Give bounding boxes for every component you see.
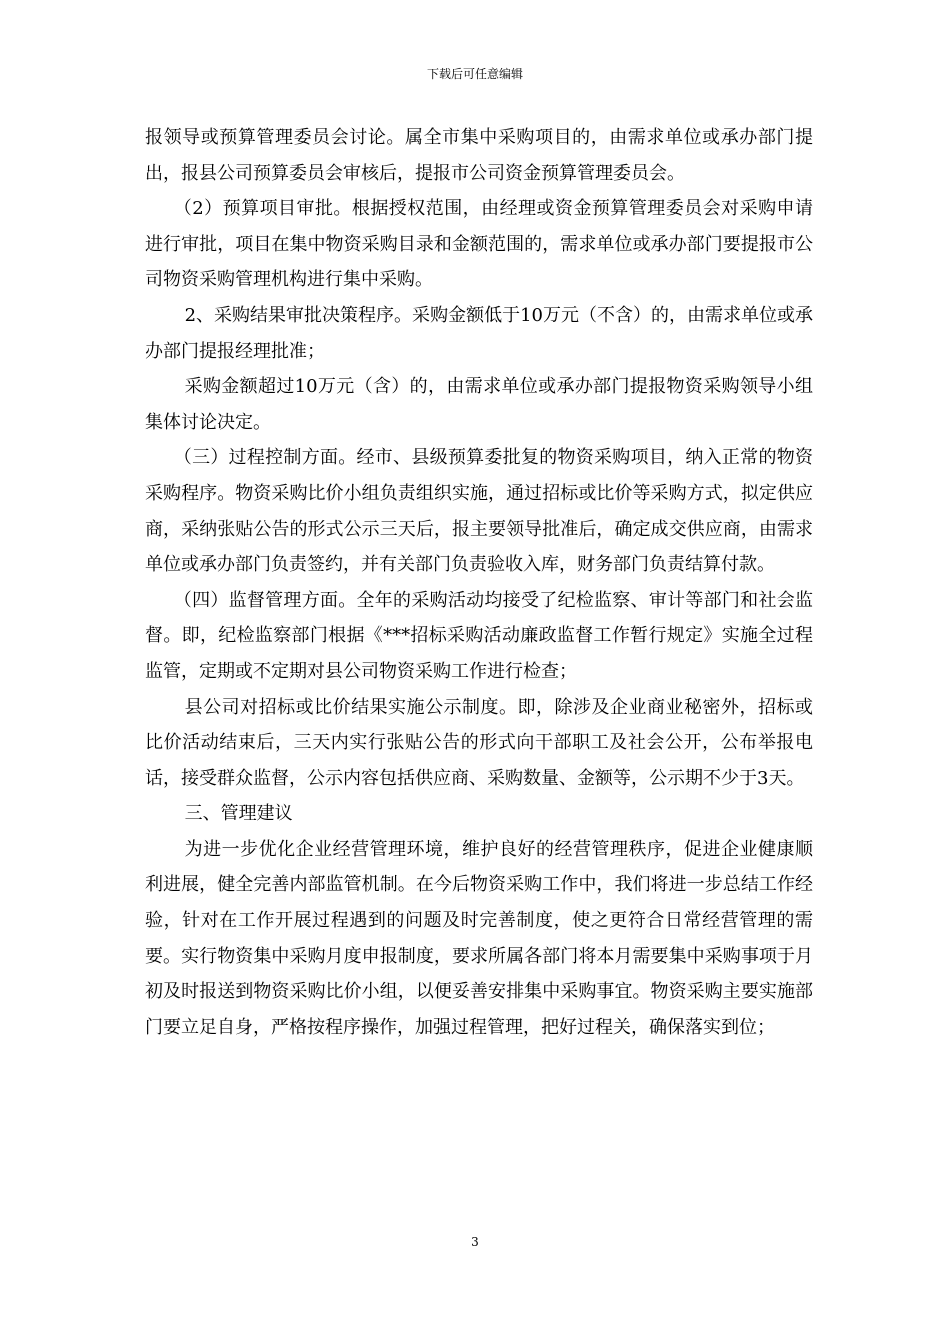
paragraph-7: 县公司对招标或比价结果实施公示制度。即，除涉及企业商业秘密外，招标或比价活动结束后，三天内实行张贴公告的形式向干部职工及社会公开，公布举报电话，接受群众监督，公示内容包括供应商、采购数量、金额等，公示期不少于3天。 [145, 696, 813, 789]
page-header: 下载后可任意编辑 [426, 67, 523, 81]
page-number: 3 [471, 1235, 479, 1249]
paragraph-9: 为进一步优化企业经营管理环境，维护良好的经营管理秩序，促进企业健康顺利进展，健全完善内部监管机制。在今后物资采购工作中，我们将进一步总结工作经验，针对在工作开展过程遇到的问题及时完善制度，使之更符合日常经营管理的需要。实行物资集中采购月度申报制度，要求所属各部门将本月需要集中采购事项于月初及时报送到物资采购比价小组，以便妥善安排集中采购事宜。物资采购主要实施部门要立足自身，严格按程序操作，加强过程管理，把好过程关，确保落实到位； [145, 838, 813, 1038]
paragraph-4: 采购金额超过10万元（含）的，由需求单位或承办部门提报物资采购领导小组集体讨论决定。 [145, 376, 813, 433]
document-body [145, 120, 813, 1045]
paragraph-3: 2、采购结果审批决策程序。采购金额低于10万元（不含）的，由需求单位或承办部门提报经理批准； [145, 304, 813, 362]
section-heading-3: 三、管理建议 [184, 803, 293, 825]
paragraph-2: （2）预算项目审批。根据授权范围，由经理或资金预算管理委员会对采购申请进行审批，项目在集中物资采购目录和金额范围的，需求单位或承办部门要提报市公司物资采购管理机构进行集中采购。 [145, 198, 813, 291]
paragraph-1: 报领导或预算管理委员会讨论。属全市集中采购项目的，由需求单位或承办部门提出，报县公司预算委员会审核后，提报市公司资金预算管理委员会。 [145, 127, 813, 184]
paragraph-6: （四）监督管理方面。全年的采购活动均接受了纪检监察、审计等部门和社会监督。即，纪检监察部门根据《***招标采购活动廉政监督工作暂行规定》实施全过程监管，定期或不定期对县公司物资采购工作进行检查； [145, 589, 813, 682]
paragraph-5: （三）过程控制方面。经市、县级预算委批复的物资采购项目，纳入正常的物资采购程序。物资采购比价小组负责组织实施，通过招标或比价等采购方式，拟定供应商，采纳张贴公告的形式公示三天后，报主要领导批准后，确定成交供应商，由需求单位或承办部门负责签约，并有关部门负责验收入库，财务部门负责结算付款。 [145, 447, 813, 576]
